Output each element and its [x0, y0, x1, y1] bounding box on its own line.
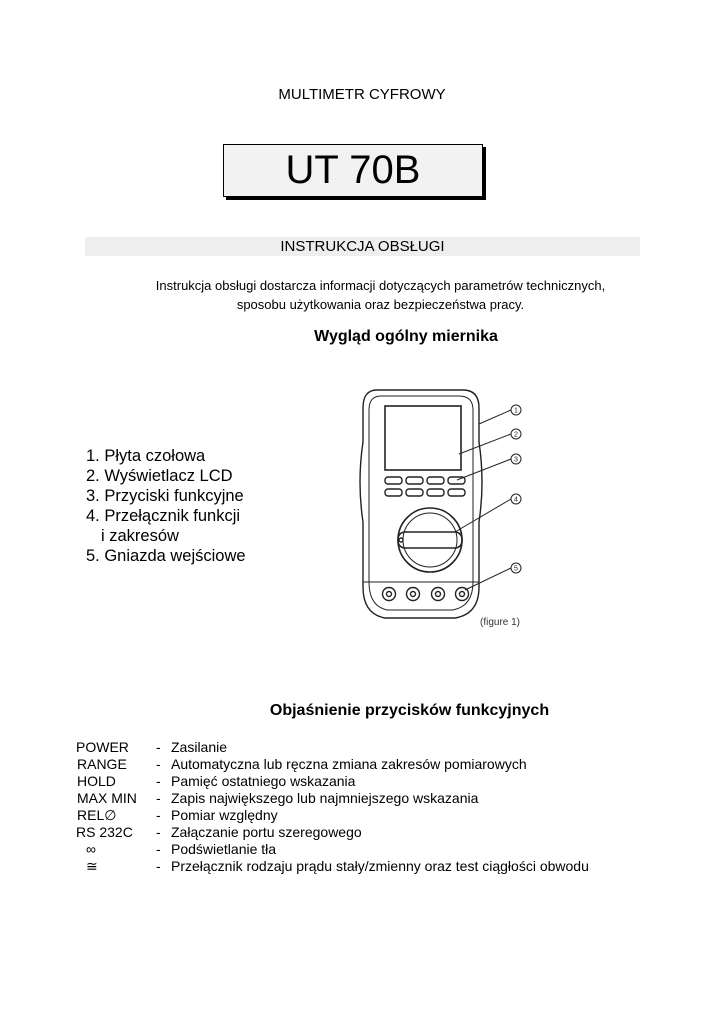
table-row [76, 807, 589, 824]
button-desc: Podświetlanie tła [171, 841, 277, 857]
input-socket [383, 588, 396, 601]
table-row [76, 858, 589, 875]
button-key: RANGE [77, 756, 127, 772]
button-desc: Pamięć ostatniego wskazania [171, 773, 356, 789]
table-row [76, 773, 589, 790]
list-item: 2. Wyświetlacz LCD [86, 467, 233, 485]
separator: - [156, 739, 161, 755]
table-row [76, 790, 589, 807]
button-key: RS 232C [76, 824, 133, 840]
separator: - [156, 841, 161, 857]
button-desc: Załączanie portu szeregowego [171, 824, 362, 840]
separator: - [156, 807, 161, 823]
backlight-icon: ∞ [86, 841, 96, 857]
separator: - [156, 824, 161, 840]
lcd-display [385, 406, 461, 470]
general-view-heading: Wygląd ogólny miernika [314, 328, 498, 345]
list-item: 3. Przyciski funkcyjne [86, 487, 244, 505]
intro-line: Instrukcja obsługi dostarcza informacji dotyczących parametrów technicznych, [155, 278, 606, 293]
callout-label: 1 [514, 407, 518, 415]
list-item: 4. Przełącznik funkcji [86, 507, 241, 525]
figure-caption: (figure 1) [480, 617, 521, 628]
multimeter-figure [355, 382, 540, 632]
callout-label: 3 [514, 456, 518, 464]
rotary-switch [398, 508, 462, 572]
separator: - [156, 790, 161, 806]
table-row [76, 739, 589, 756]
input-socket [407, 588, 420, 601]
button-key: POWER [76, 739, 129, 755]
button-desc: Zapis największego lub najmniejszego wskazania [171, 790, 479, 806]
separator: - [156, 773, 161, 789]
separator: - [156, 756, 161, 772]
button-key: MAX MIN [77, 790, 137, 806]
button-desc: Zasilanie [171, 739, 228, 755]
parts-list [86, 446, 246, 566]
callout-label: 5 [514, 565, 518, 573]
list-item: 5. Gniazda wejściowe [86, 547, 246, 565]
button-desc: Przełącznik rodzaju prądu stały/zmienny oraz test ciągłości obwodu [171, 858, 589, 874]
separator: - [156, 858, 161, 874]
acdc-icon: ≅ [86, 858, 98, 874]
list-item: i zakresów [101, 527, 179, 545]
table-row [76, 756, 589, 773]
button-desc: Pomiar względny [171, 807, 278, 823]
button-key: REL∅ [77, 807, 117, 823]
buttons-table [76, 739, 589, 875]
button-desc: Automatyczna lub ręczna zmiana zakresów pomiarowych [171, 756, 527, 772]
callout-label: 2 [514, 431, 518, 439]
list-item: 1. Płyta czołowa [86, 447, 206, 465]
table-row [76, 824, 589, 841]
intro-line: sposobu użytkowania oraz bezpieczeństwa pracy. [236, 297, 525, 312]
intro-paragraph [118, 276, 643, 314]
manual-title-bar: INSTRUKCJA OBSŁUGI [85, 237, 640, 256]
buttons-heading: Objaśnienie przycisków funkcyjnych [269, 702, 550, 719]
table-row [76, 841, 589, 858]
meter-body-outline [360, 390, 482, 618]
document-header: MULTIMETR CYFROWY [278, 86, 446, 103]
button-key: HOLD [77, 773, 116, 789]
input-socket [432, 588, 445, 601]
callout-label: 4 [514, 496, 518, 504]
model-title-box: UT 70B [223, 144, 483, 197]
